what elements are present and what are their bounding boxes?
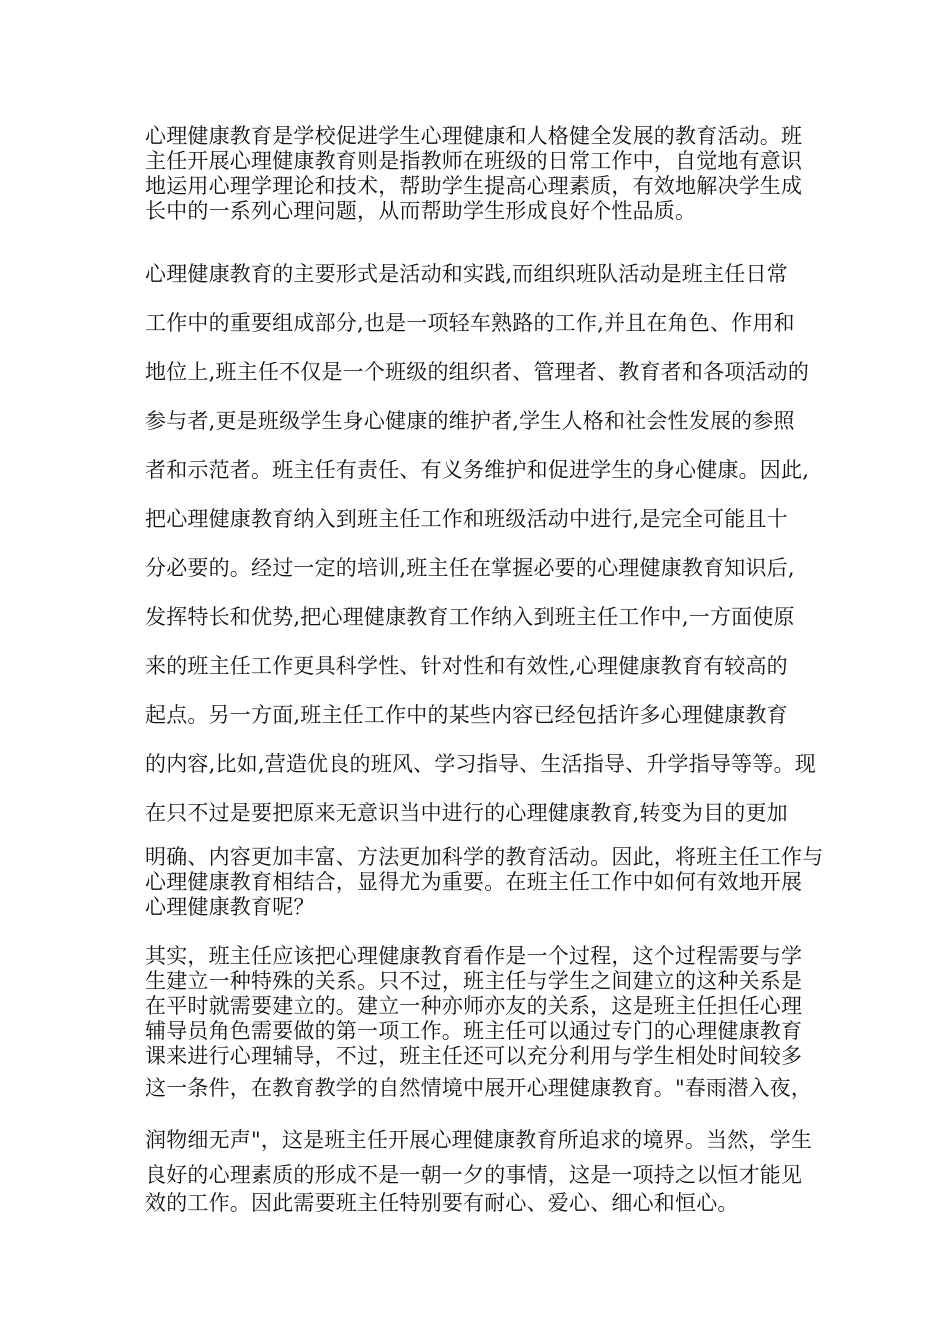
text-line: 良好的心理素质的形成不是一朝一夕的事情，这是一项持之以恒才能见 xyxy=(145,1163,803,1187)
text-line: 心理健康教育是学校促进学生心理健康和人格健全发展的教育活动。班 xyxy=(145,124,803,148)
text-line: 主任开展心理健康教育则是指教师在班级的日常工作中，自觉地有意识 xyxy=(145,149,803,173)
text-line: 的内容,比如,营造优良的班风、学习指导、生活指导、升学指导等等。现 xyxy=(145,752,816,776)
text-line: 在平时就需要建立的。建立一种亦师亦友的关系，这是班主任担任心理 xyxy=(145,994,803,1018)
text-line: 参与者,更是班级学生身心健康的维护者,学生人格和社会性发展的参照 xyxy=(145,409,795,433)
text-line: 发挥特长和优势,把心理健康教育工作纳入到班主任工作中,一方面使原 xyxy=(145,605,795,629)
text-line: 分必要的。经过一定的培训,班主任在掌握必要的心理健康教育知识后, xyxy=(145,556,795,580)
text-line: 辅导员角色需要做的第一项工作。班主任可以通过专门的心理健康教育 xyxy=(145,1019,803,1043)
text-line: 其实，班主任应该把心理健康教育看作是一个过程，这个过程需要与学 xyxy=(145,944,803,968)
text-line: 效的工作。因此需要班主任特别要有耐心、爱心、细心和恒心。 xyxy=(145,1191,739,1215)
text-line: 心理健康教育相结合，显得尤为重要。在班主任工作中如何有效地开展 xyxy=(145,870,803,894)
text-line: 润物细无声"，这是班主任开展心理健康教育所追求的境界。当然，学生 xyxy=(145,1128,813,1152)
text-line: 生建立一种特殊的关系。只不过，班主任与学生之间建立的这种关系是 xyxy=(145,969,803,993)
text-line: 地位上,班主任不仅是一个班级的组织者、管理者、教育者和各项活动的 xyxy=(145,360,810,384)
text-line: 明确、内容更加丰富、方法更加科学的教育活动。因此，将班主任工作与 xyxy=(145,845,824,869)
text-line: 地运用心理学理论和技术，帮助学生提高心理素质，有效地解决学生成 xyxy=(145,174,803,198)
text-line: 起点。另一方面,班主任工作中的某些内容已经包括许多心理健康教育 xyxy=(145,703,788,727)
text-line: 这一条件，在教育教学的自然情境中展开心理健康教育。"春雨潜入夜， xyxy=(145,1076,813,1100)
text-line: 课来进行心理辅导，不过，班主任还可以充分利用与学生相处时间较多 xyxy=(145,1044,803,1068)
text-line: 长中的一系列心理问题，从而帮助学生形成良好个性品质。 xyxy=(145,199,697,223)
text-line: 把心理健康教育纳入到班主任工作和班级活动中进行,是完全可能且十 xyxy=(145,507,788,531)
text-line: 来的班主任工作更具科学性、针对性和有效性,心理健康教育有较高的 xyxy=(145,654,788,678)
text-line: 者和示范者。班主任有责任、有义务维护和促进学生的身心健康。因此, xyxy=(145,458,810,482)
text-line: 心理健康教育的主要形式是活动和实践,而组织班队活动是班主任日常 xyxy=(145,262,788,286)
text-line: 在只不过是要把原来无意识当中进行的心理健康教育,转变为目的更加 xyxy=(145,801,788,825)
text-line: 心理健康教育呢？ xyxy=(145,895,315,919)
text-line: 工作中的重要组成部分,也是一项轻车熟路的工作,并且在角色、作用和 xyxy=(145,311,795,335)
